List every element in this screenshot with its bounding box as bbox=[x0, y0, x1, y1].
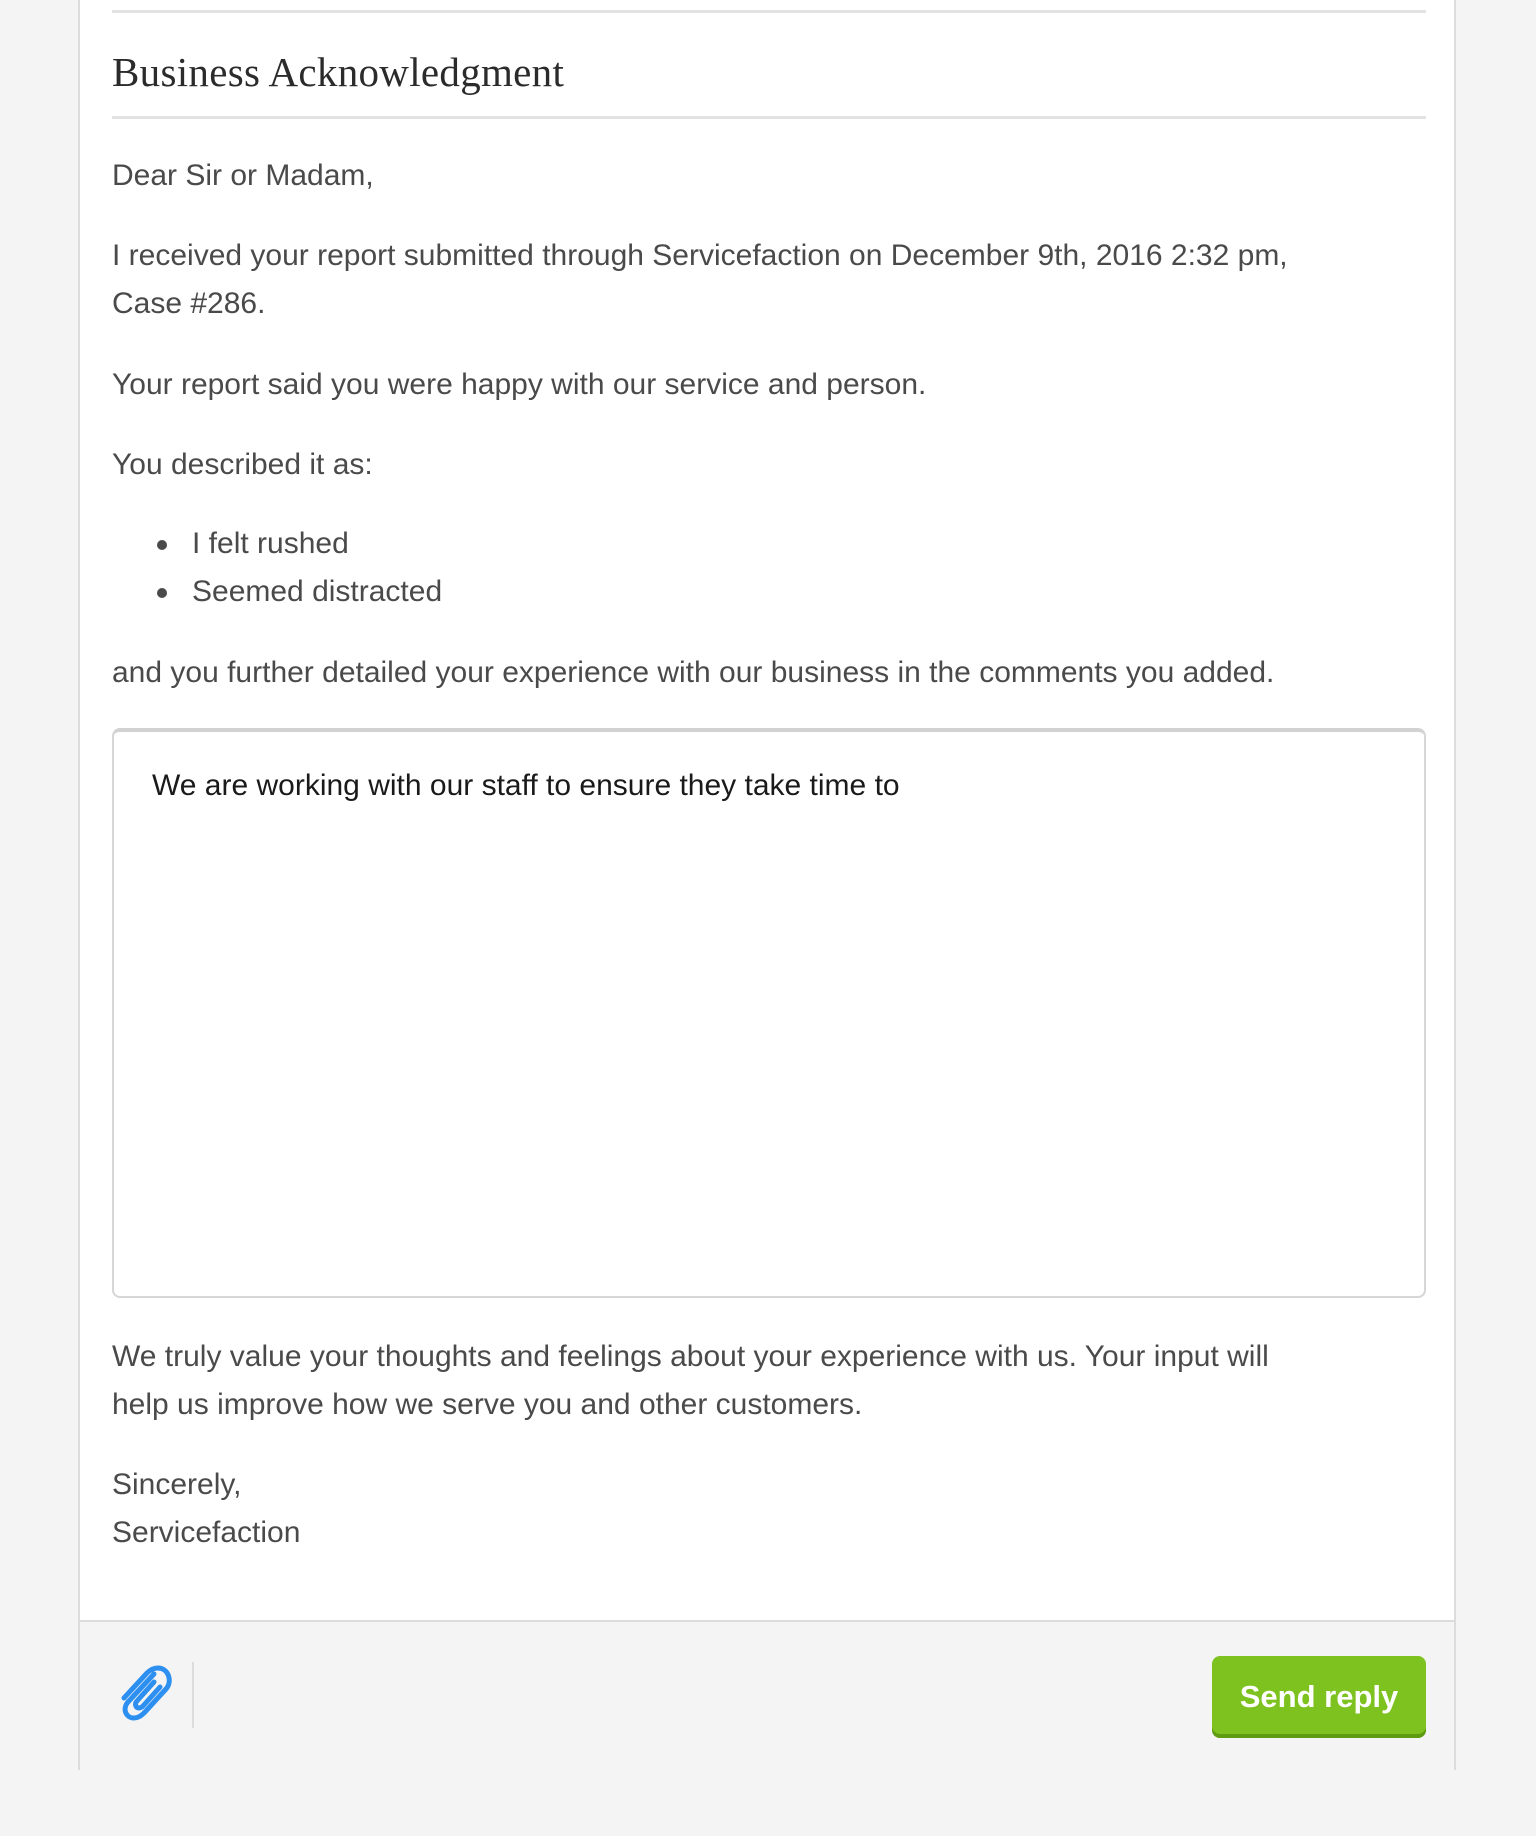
page-title: Business Acknowledgment bbox=[112, 49, 565, 95]
descriptor-list bbox=[112, 520, 442, 616]
further-detail-paragraph: and you further detailed your experience with our business in the comments you added. bbox=[112, 656, 1275, 689]
send-reply-button[interactable]: Send reply bbox=[1212, 1656, 1426, 1738]
footer-divider bbox=[192, 1662, 194, 1728]
received-paragraph bbox=[112, 232, 1412, 328]
greeting: Dear Sir or Madam, bbox=[112, 159, 374, 192]
value-paragraph bbox=[112, 1333, 1412, 1429]
signature: Servicefaction bbox=[112, 1516, 301, 1549]
value-line-2: help us improve how we serve you and other customers. bbox=[112, 1388, 863, 1421]
bullet-icon bbox=[157, 540, 167, 550]
reply-textarea[interactable] bbox=[112, 728, 1426, 1298]
paperclip-icon[interactable] bbox=[110, 1660, 174, 1730]
list-item: Seemed distracted bbox=[112, 568, 442, 616]
letter-card bbox=[78, 0, 1456, 1770]
received-line-2: Case #286. bbox=[112, 287, 266, 320]
sign-off bbox=[112, 1461, 1412, 1557]
title-divider bbox=[112, 116, 1426, 119]
closing: Sincerely, bbox=[112, 1468, 242, 1501]
described-intro: You described it as: bbox=[112, 448, 373, 481]
value-line-1: We truly value your thoughts and feelings about your experience with us. Your input will bbox=[112, 1340, 1269, 1373]
sentiment-paragraph: Your report said you were happy with our service and person. bbox=[112, 368, 927, 401]
received-line-1: I received your report submitted through Servicefaction on December 9th, 2016 2:32 pm, bbox=[112, 239, 1288, 272]
list-item: I felt rushed bbox=[112, 520, 442, 568]
top-divider bbox=[112, 10, 1426, 13]
reply-footer bbox=[80, 1620, 1454, 1770]
bullet-icon bbox=[157, 588, 167, 598]
